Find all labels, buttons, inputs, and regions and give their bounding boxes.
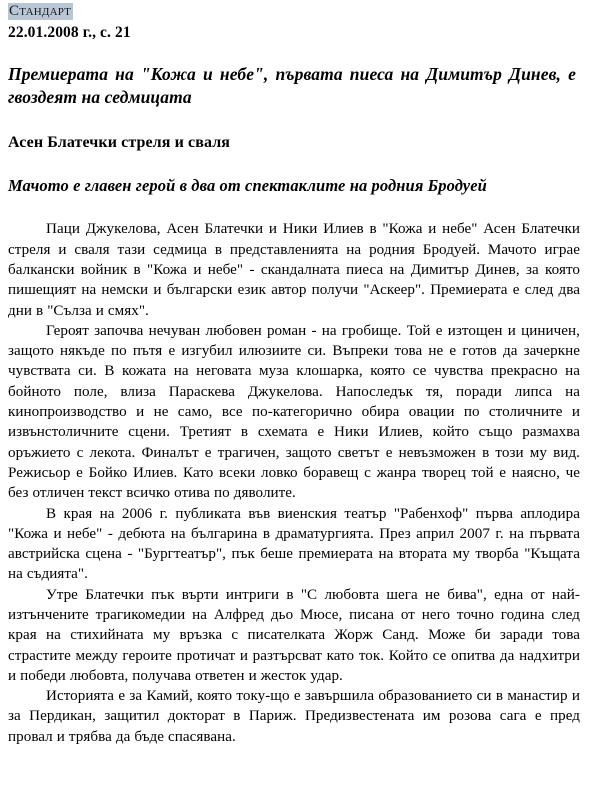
- body-paragraph: В края на 2006 г. публиката във виенския театър "Рабенхоф" първа аплодира "Кожа и небе" - дебюта на българина в драматургията. През април 2007 г. на първата австрийска сцена - "Бургтеатър", пък беше премиерата на втората му творба "Къщата на съдията".: [8, 505, 580, 583]
- publication-name: Стандарт: [9, 3, 72, 19]
- body-paragraph: Героят започва нечуван любовен роман - на гробище. Той е изтощен и циничен, защото някъде по пътя е изгубил илюзиите си. Въпреки това не е готов да зачеркне чувствата си. В кожата на неговата муза клошарка, която се чувства прекрасно на бойното поле, влиза Параскева Джукелова. Напоследък тя, поради липса на кинопроизводство и не само, все по-категорично обира овации по столичните и извънстоличните сцени. Третият в схемата е Ники Илиев, който също размахва оръжието с лекота. Финалът е трагичен, защото светът е невъзможен в този му вид. Режисьор е Бойко Илиев. Като всеки ловко боравещ с жанра творец той е наясно, че без отличен текст всичко отива по дяволите.: [8, 322, 580, 502]
- article-kicker: Мачото е главен герой в два от спектаклите на родния Бродуей: [8, 176, 487, 196]
- article-subhead: Асен Блатечки стреля и сваля: [8, 134, 231, 152]
- dateline: 22.01.2008 г., с. 21: [8, 24, 131, 42]
- article-headline: Премиерата на "Кожа и небе", първата пиеса на Димитър Динев, е гвоздеят на седмицата: [8, 64, 576, 108]
- body-paragraph: Паци Джукелова, Асен Блатечки и Ники Илиев в "Кожа и небе" Асен Блатечки стреля и сваля тази седмица в представленията на родния Бродуей. Мачото играе балкански войник в "Кожа и небе" - скандалната пиеса на Димитър Динев, за която пишещият на немски и български език автор получи "Аскеер". Премиерата е след два дни в "Сълза и смях".: [8, 221, 580, 319]
- body-paragraph: Утре Блатечки пък върти интриги в "С любовта шега не бива", една от най-изтънчените трагикомедии на Алфред дьо Мюсе, писана от него точно година след края на стихийната му връзка с писателката Жорж Санд. Може би заради това страстите между героите протичат и разтърсват като ток. Който се опитва да надхитри и победи любовта, получава ответен и жесток удар.: [8, 586, 580, 684]
- masthead-row: [8, 3, 580, 20]
- article-body: [8, 219, 580, 747]
- body-paragraph: Историята е за Камий, която току-що е завършила образованието си в манастир и за Пердикан, защитил докторат в Париж. Предизвестената им розова сага е пред провал и трябва да бъде спасявана.: [8, 688, 580, 745]
